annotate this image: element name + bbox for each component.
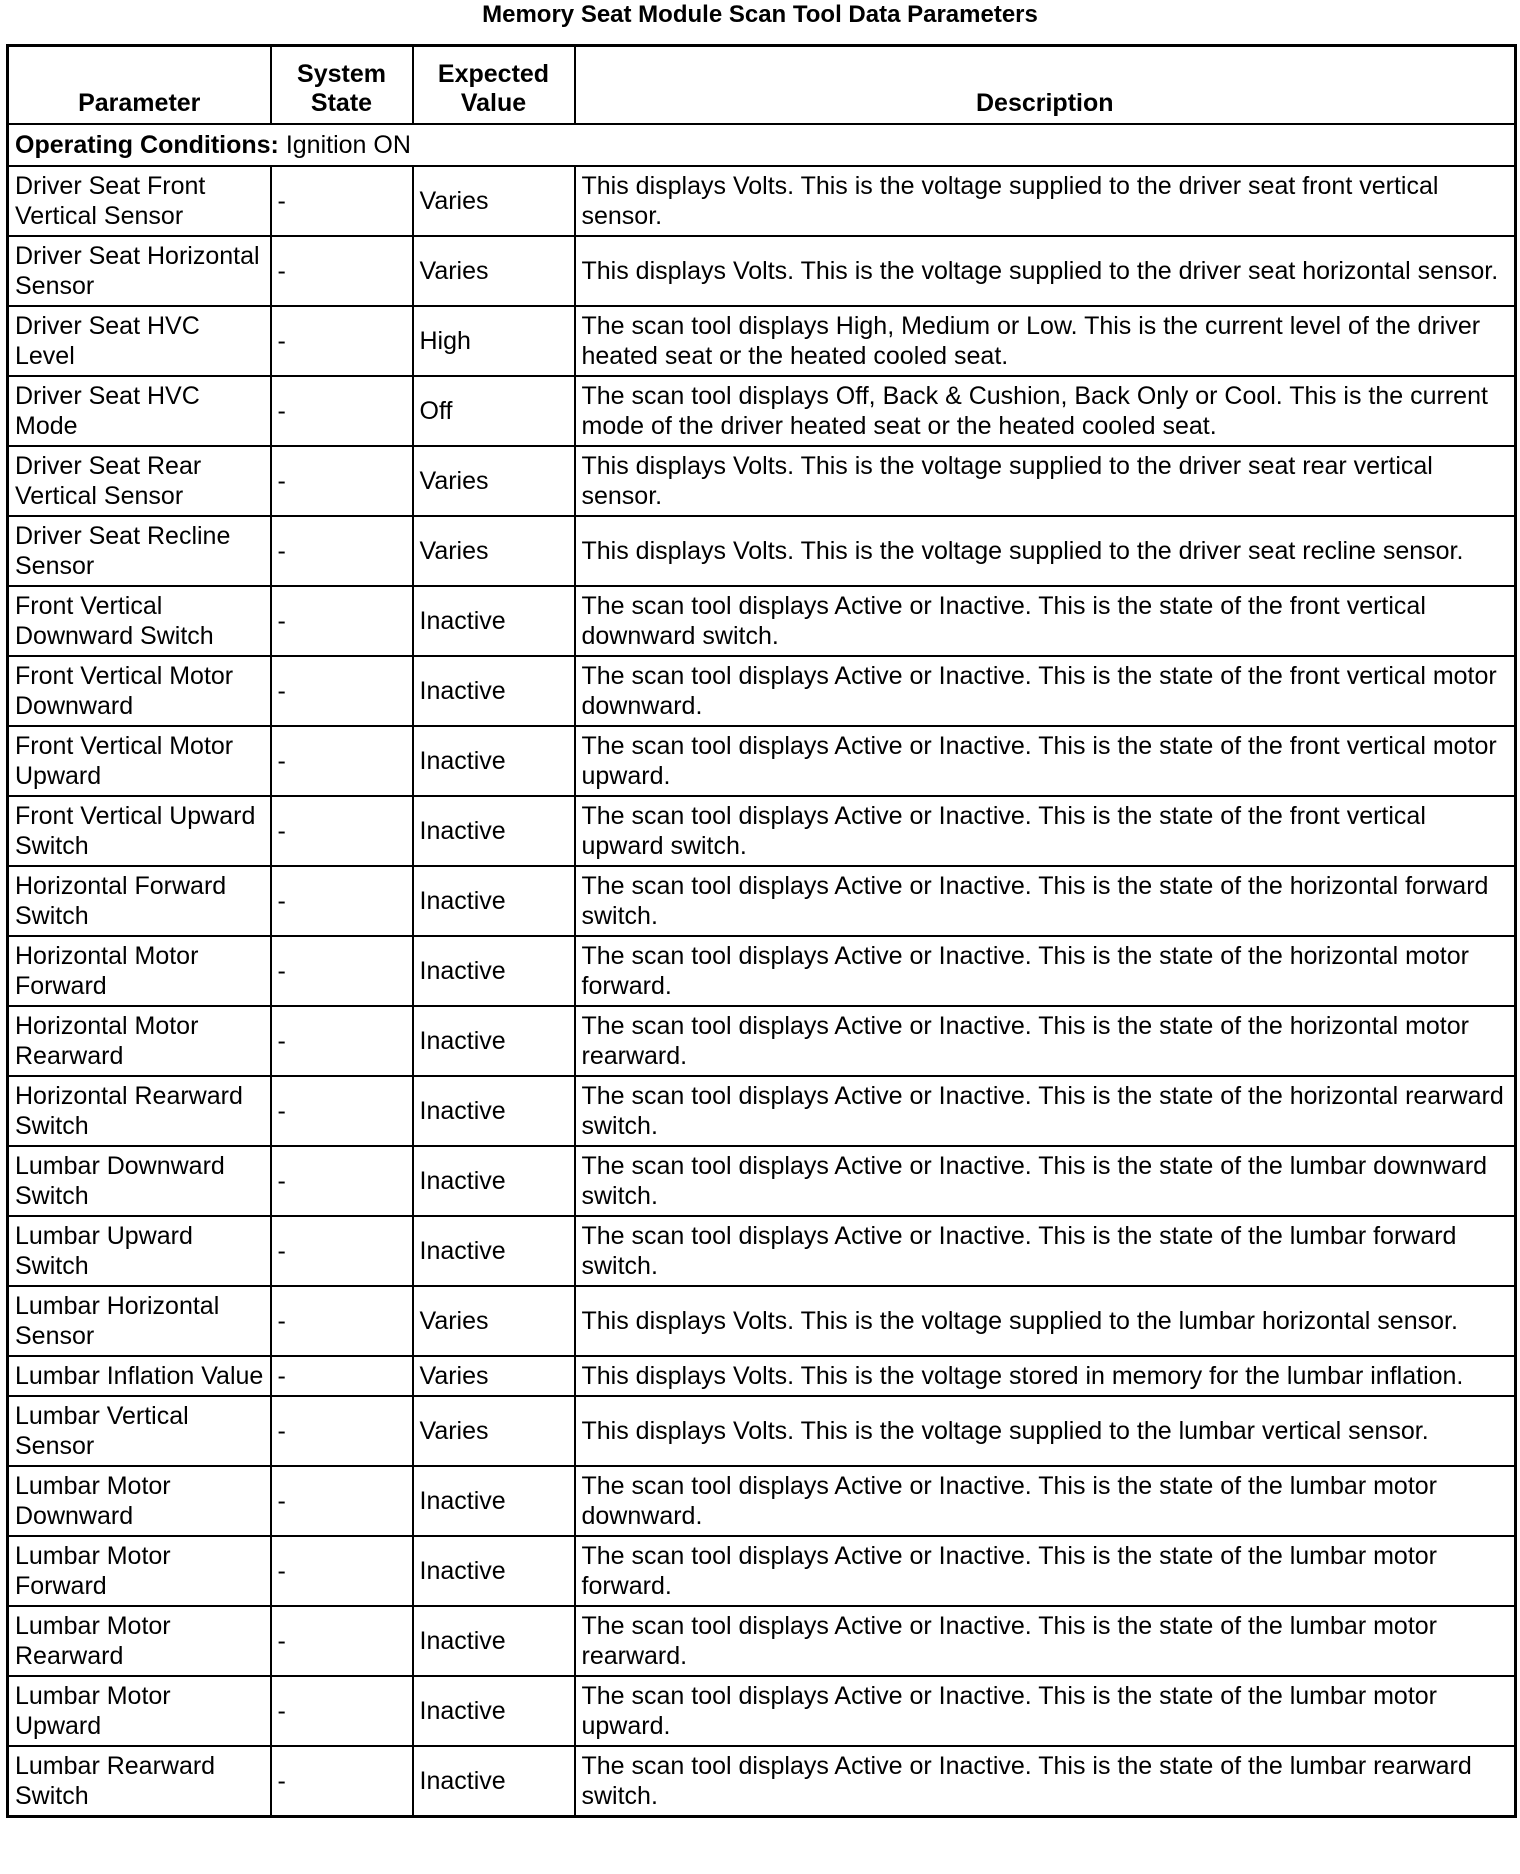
parameter-cell: Horizontal Rearward Switch bbox=[8, 1076, 271, 1146]
operating-conditions-cell bbox=[8, 124, 1516, 166]
table-row bbox=[8, 1536, 1516, 1606]
operating-conditions-label: Operating Conditions: bbox=[15, 131, 279, 159]
parameter-cell: Driver Seat Recline Sensor bbox=[8, 516, 271, 586]
parameter-cell: Driver Seat Rear Vertical Sensor bbox=[8, 446, 271, 516]
expected-value-cell: Inactive bbox=[413, 586, 575, 656]
system-state-cell: - bbox=[271, 166, 413, 236]
system-state-cell: - bbox=[271, 1746, 413, 1817]
system-state-cell: - bbox=[271, 936, 413, 1006]
expected-value-cell: Inactive bbox=[413, 1746, 575, 1817]
system-state-cell: - bbox=[271, 1396, 413, 1466]
table-row bbox=[8, 446, 1516, 516]
description-cell: This displays Volts. This is the voltage supplied to the lumbar horizontal sensor. bbox=[575, 1286, 1516, 1356]
expected-value-cell: Varies bbox=[413, 1286, 575, 1356]
parameter-cell: Front Vertical Downward Switch bbox=[8, 586, 271, 656]
description-cell: The scan tool displays Active or Inactive. This is the state of the horizontal forward switch. bbox=[575, 866, 1516, 936]
parameter-cell: Driver Seat Horizontal Sensor bbox=[8, 236, 271, 306]
system-state-cell: - bbox=[271, 1286, 413, 1356]
expected-value-cell: Inactive bbox=[413, 1676, 575, 1746]
system-state-cell: - bbox=[271, 1356, 413, 1396]
system-state-cell: - bbox=[271, 236, 413, 306]
description-cell: The scan tool displays Active or Inactive. This is the state of the lumbar motor forward. bbox=[575, 1536, 1516, 1606]
table-row bbox=[8, 306, 1516, 376]
system-state-cell: - bbox=[271, 866, 413, 936]
system-state-cell: - bbox=[271, 516, 413, 586]
parameter-cell: Horizontal Motor Rearward bbox=[8, 1006, 271, 1076]
expected-value-cell: Inactive bbox=[413, 866, 575, 936]
header-expected-value: Expected Value bbox=[413, 46, 575, 125]
header-system-state: System State bbox=[271, 46, 413, 125]
description-cell: The scan tool displays Active or Inactive. This is the state of the lumbar forward switch. bbox=[575, 1216, 1516, 1286]
table-body bbox=[8, 124, 1516, 1817]
parameter-cell: Front Vertical Upward Switch bbox=[8, 796, 271, 866]
operating-conditions-value: Ignition ON bbox=[285, 131, 411, 159]
parameter-cell: Lumbar Motor Forward bbox=[8, 1536, 271, 1606]
expected-value-cell: Varies bbox=[413, 1356, 575, 1396]
system-state-cell: - bbox=[271, 1466, 413, 1536]
expected-value-cell: Varies bbox=[413, 236, 575, 306]
description-cell: The scan tool displays Active or Inactive. This is the state of the lumbar motor downward. bbox=[575, 1466, 1516, 1536]
parameter-cell: Front Vertical Motor Upward bbox=[8, 726, 271, 796]
document-title: Memory Seat Module Scan Tool Data Parameters bbox=[482, 1, 1038, 28]
system-state-cell: - bbox=[271, 1606, 413, 1676]
table-row bbox=[8, 1396, 1516, 1466]
expected-value-cell: Varies bbox=[413, 166, 575, 236]
expected-value-cell: Inactive bbox=[413, 1606, 575, 1676]
table-row bbox=[8, 1006, 1516, 1076]
expected-value-cell: Inactive bbox=[413, 1146, 575, 1216]
table-row bbox=[8, 1286, 1516, 1356]
description-cell: The scan tool displays Active or Inactive. This is the state of the front vertical motor downward. bbox=[575, 656, 1516, 726]
description-cell: This displays Volts. This is the voltage stored in memory for the lumbar inflation. bbox=[575, 1356, 1516, 1396]
description-cell: This displays Volts. This is the voltage supplied to the lumbar vertical sensor. bbox=[575, 1396, 1516, 1466]
table-row bbox=[8, 1076, 1516, 1146]
table-row bbox=[8, 656, 1516, 726]
table-row bbox=[8, 1146, 1516, 1216]
system-state-cell: - bbox=[271, 1006, 413, 1076]
parameter-cell: Horizontal Forward Switch bbox=[8, 866, 271, 936]
system-state-cell: - bbox=[271, 1146, 413, 1216]
table-row bbox=[8, 1466, 1516, 1536]
expected-value-cell: Inactive bbox=[413, 726, 575, 796]
table-row bbox=[8, 1746, 1516, 1817]
parameter-cell: Lumbar Vertical Sensor bbox=[8, 1396, 271, 1466]
system-state-cell: - bbox=[271, 796, 413, 866]
description-cell: The scan tool displays Off, Back & Cushion, Back Only or Cool. This is the current mode of the driver heated seat or the heated cooled seat. bbox=[575, 376, 1516, 446]
system-state-cell: - bbox=[271, 726, 413, 796]
description-cell: This displays Volts. This is the voltage supplied to the driver seat recline sensor. bbox=[575, 516, 1516, 586]
parameter-cell: Lumbar Inflation Value bbox=[8, 1356, 271, 1396]
table-header-row bbox=[8, 46, 1516, 125]
parameter-cell: Lumbar Upward Switch bbox=[8, 1216, 271, 1286]
system-state-cell: - bbox=[271, 1216, 413, 1286]
parameter-cell: Lumbar Horizontal Sensor bbox=[8, 1286, 271, 1356]
table-row bbox=[8, 586, 1516, 656]
parameter-cell: Lumbar Downward Switch bbox=[8, 1146, 271, 1216]
description-cell: The scan tool displays High, Medium or Low. This is the current level of the driver heated seat or the heated cooled seat. bbox=[575, 306, 1516, 376]
parameter-cell: Lumbar Motor Rearward bbox=[8, 1606, 271, 1676]
expected-value-cell: Varies bbox=[413, 516, 575, 586]
description-cell: This displays Volts. This is the voltage supplied to the driver seat rear vertical sensor. bbox=[575, 446, 1516, 516]
table-row bbox=[8, 866, 1516, 936]
expected-value-cell: Inactive bbox=[413, 1216, 575, 1286]
parameter-cell: Lumbar Motor Downward bbox=[8, 1466, 271, 1536]
parameter-cell: Driver Seat Front Vertical Sensor bbox=[8, 166, 271, 236]
description-cell: The scan tool displays Active or Inactive. This is the state of the front vertical motor upward. bbox=[575, 726, 1516, 796]
expected-value-cell: Inactive bbox=[413, 1006, 575, 1076]
header-parameter: Parameter bbox=[8, 46, 271, 125]
parameters-table bbox=[6, 44, 1517, 1818]
table-row bbox=[8, 1356, 1516, 1396]
expected-value-cell: Inactive bbox=[413, 796, 575, 866]
table-row bbox=[8, 166, 1516, 236]
table-row bbox=[8, 376, 1516, 446]
system-state-cell: - bbox=[271, 656, 413, 726]
expected-value-cell: Inactive bbox=[413, 1076, 575, 1146]
system-state-cell: - bbox=[271, 376, 413, 446]
expected-value-cell: Inactive bbox=[413, 936, 575, 1006]
expected-value-cell: Varies bbox=[413, 446, 575, 516]
description-cell: The scan tool displays Active or Inactive. This is the state of the lumbar motor rearward. bbox=[575, 1606, 1516, 1676]
description-cell: The scan tool displays Active or Inactive. This is the state of the lumbar motor upward. bbox=[575, 1676, 1516, 1746]
parameter-cell: Driver Seat HVC Level bbox=[8, 306, 271, 376]
table-row bbox=[8, 1216, 1516, 1286]
table-row bbox=[8, 796, 1516, 866]
operating-conditions-row bbox=[8, 124, 1516, 166]
parameter-cell: Driver Seat HVC Mode bbox=[8, 376, 271, 446]
system-state-cell: - bbox=[271, 1076, 413, 1146]
description-cell: The scan tool displays Active or Inactive. This is the state of the horizontal motor rearward. bbox=[575, 1006, 1516, 1076]
table-row bbox=[8, 936, 1516, 1006]
description-cell: The scan tool displays Active or Inactive. This is the state of the lumbar rearward switch. bbox=[575, 1746, 1516, 1817]
header-description: Description bbox=[575, 46, 1516, 125]
description-cell: The scan tool displays Active or Inactive. This is the state of the horizontal rearward switch. bbox=[575, 1076, 1516, 1146]
description-cell: This displays Volts. This is the voltage supplied to the driver seat front vertical sensor. bbox=[575, 166, 1516, 236]
parameter-cell: Lumbar Motor Upward bbox=[8, 1676, 271, 1746]
table-row bbox=[8, 516, 1516, 586]
description-cell: This displays Volts. This is the voltage supplied to the driver seat horizontal sensor. bbox=[575, 236, 1516, 306]
parameter-cell: Lumbar Rearward Switch bbox=[8, 1746, 271, 1817]
description-cell: The scan tool displays Active or Inactive. This is the state of the front vertical downward switch. bbox=[575, 586, 1516, 656]
description-cell: The scan tool displays Active or Inactive. This is the state of the front vertical upward switch. bbox=[575, 796, 1516, 866]
expected-value-cell: Inactive bbox=[413, 1466, 575, 1536]
table-row bbox=[8, 1676, 1516, 1746]
system-state-cell: - bbox=[271, 1536, 413, 1606]
expected-value-cell: Varies bbox=[413, 1396, 575, 1466]
table-row bbox=[8, 726, 1516, 796]
table-row bbox=[8, 236, 1516, 306]
parameter-cell: Front Vertical Motor Downward bbox=[8, 656, 271, 726]
description-cell: The scan tool displays Active or Inactive. This is the state of the horizontal motor forward. bbox=[575, 936, 1516, 1006]
system-state-cell: - bbox=[271, 1676, 413, 1746]
system-state-cell: - bbox=[271, 586, 413, 656]
parameter-cell: Horizontal Motor Forward bbox=[8, 936, 271, 1006]
table-row bbox=[8, 1606, 1516, 1676]
system-state-cell: - bbox=[271, 306, 413, 376]
system-state-cell: - bbox=[271, 446, 413, 516]
expected-value-cell: Off bbox=[413, 376, 575, 446]
expected-value-cell: Inactive bbox=[413, 1536, 575, 1606]
expected-value-cell: Inactive bbox=[413, 656, 575, 726]
description-cell: The scan tool displays Active or Inactive. This is the state of the lumbar downward switch. bbox=[575, 1146, 1516, 1216]
expected-value-cell: High bbox=[413, 306, 575, 376]
